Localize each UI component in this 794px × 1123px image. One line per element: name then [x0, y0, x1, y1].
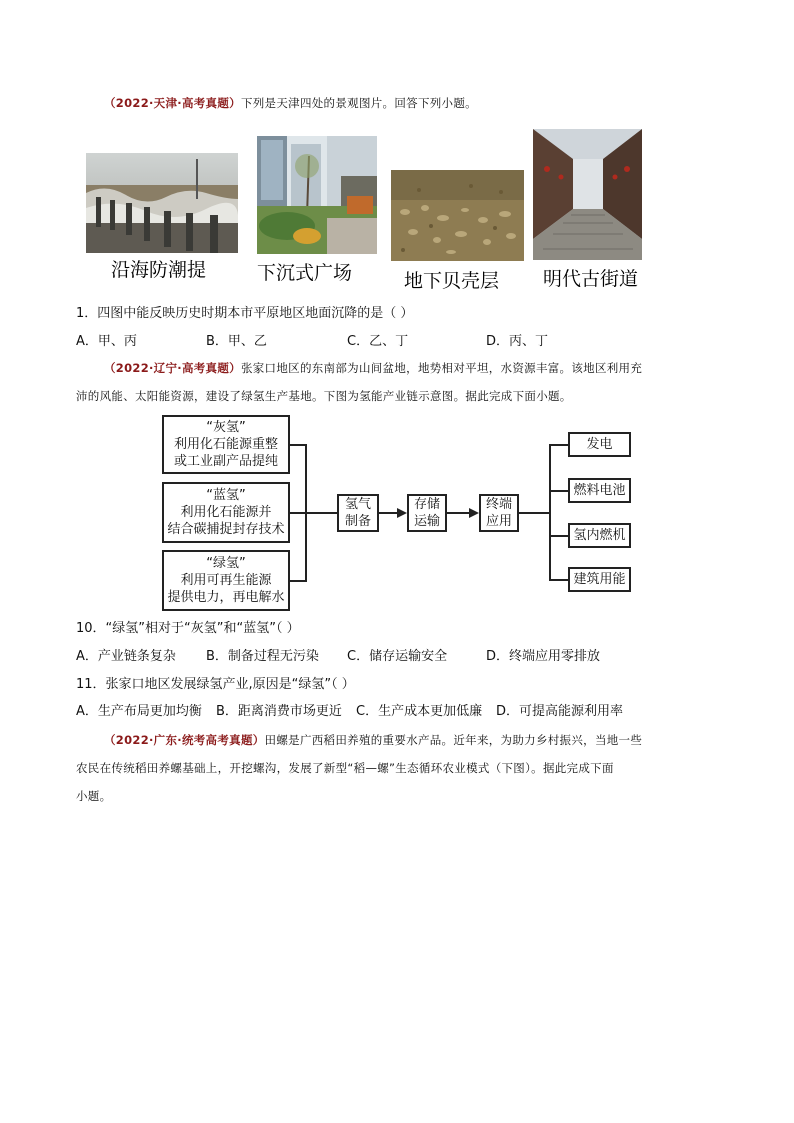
- q11-option-a: A．生产布局更加均衡: [76, 704, 202, 719]
- q11-option-d: D．可提高能源利用率: [496, 704, 624, 719]
- box-title: “灰氢”: [206, 420, 246, 435]
- photo-caption-3: 地下贝壳层: [404, 270, 500, 292]
- question-1: 1．四图中能反映历史时期本市平原地区地面沉降的是（ ）: [76, 306, 414, 321]
- source-label: （2022·辽宁·高考真题）: [104, 361, 241, 375]
- q1-option-a: A．甲、丙: [76, 334, 137, 349]
- q1-option-c: C．乙、丁: [347, 334, 409, 349]
- q10-option-a: A．产业链条复杂: [76, 649, 176, 664]
- source-label: （2022·广东·统考高考真题）: [104, 733, 265, 747]
- use-building-energy-box: 建筑用能: [568, 567, 631, 592]
- green-hydrogen-box: [162, 550, 290, 611]
- q1-option-b: B．甲、乙: [206, 334, 267, 349]
- box-text: 提供电力，再电解水: [167, 590, 285, 605]
- intro-text: 田螺是广西稻田养殖的重要水产品。近年来，为助力乡村振兴，当地一些: [264, 733, 643, 747]
- box-title: “绿氢”: [206, 556, 246, 571]
- seawall-photo: [86, 153, 238, 253]
- section3-intro-line3: 小题。: [76, 789, 112, 803]
- box-text: 结合碳捕捉封存技术: [167, 522, 285, 537]
- arrow-icon: [447, 506, 479, 520]
- use-power-generation-box: 发电: [568, 432, 631, 457]
- arrow-icon: [379, 506, 407, 520]
- blue-hydrogen-box: [162, 482, 290, 543]
- shell-layer-photo: [391, 170, 524, 261]
- question-11: 11．张家口地区发展绿氢产业,原因是“绿氢”（ ）: [76, 677, 355, 692]
- intro-text: 下列是天津四处的景观图片。回答下列小题。: [240, 96, 477, 110]
- step-application-box: [479, 494, 519, 532]
- question-10: 10．“绿氢”相对于“灰氢”和“蓝氢”（ ）: [76, 621, 300, 636]
- box-text: 终端: [485, 497, 512, 512]
- photo-caption-2: 下沉式广场: [257, 262, 353, 284]
- q10-option-c: C．储存运输安全: [347, 649, 448, 664]
- box-text: 氢气: [344, 497, 371, 512]
- box-text: 应用: [485, 514, 512, 529]
- gray-hydrogen-box: [162, 415, 290, 474]
- use-hydrogen-engine-box: 氢内燃机: [568, 523, 631, 548]
- section3-intro-line1: [104, 729, 744, 751]
- q1-option-d: D．丙、丁: [486, 334, 549, 349]
- section2-intro-line1: [104, 357, 724, 379]
- box-text: 运输: [413, 514, 440, 529]
- box-text: 存储: [413, 497, 440, 512]
- use-fuel-cell-box: 燃料电池: [568, 478, 631, 503]
- step-production-box: [337, 494, 379, 532]
- box-text: 或工业副产品提纯: [173, 454, 278, 469]
- ancient-street-photo: [533, 129, 642, 260]
- step-storage-box: [407, 494, 447, 532]
- box-text: 利用化石能源重整: [173, 437, 278, 452]
- box-text: 制备: [344, 514, 371, 529]
- sunken-plaza-photo: [257, 136, 377, 254]
- q10-option-b: B．制备过程无污染: [206, 649, 319, 664]
- source-label: （2022·天津·高考真题）: [104, 96, 241, 110]
- box-text: 利用化石能源并: [180, 505, 272, 520]
- section1-intro: [104, 92, 744, 114]
- q11-option-b: B．距离消费市场更近: [216, 704, 342, 719]
- section2-intro-line2: 沛的风能、太阳能资源，建设了绿氢生产基地。下图为氢能产业链示意图。据此完成下面小题。: [76, 389, 572, 403]
- box-title: “蓝氢”: [206, 488, 246, 503]
- photo-caption-1: 沿海防潮提: [111, 259, 207, 281]
- photo-caption-4: 明代古街道: [543, 268, 639, 290]
- q10-option-d: D．终端应用零排放: [486, 649, 601, 664]
- q11-option-c: C．生产成本更加低廉: [356, 704, 483, 719]
- intro-text: 张家口地区的东南部为山间盆地，地势相对平坦，水资源丰富。该地区利用充: [240, 361, 643, 375]
- box-text: 利用可再生能源: [180, 573, 272, 588]
- section3-intro-line2: 农民在传统稻田养螺基础上，开挖螺沟，发展了新型“稻—螺”生态循环农业模式（下图）。据此完成下面: [76, 761, 614, 775]
